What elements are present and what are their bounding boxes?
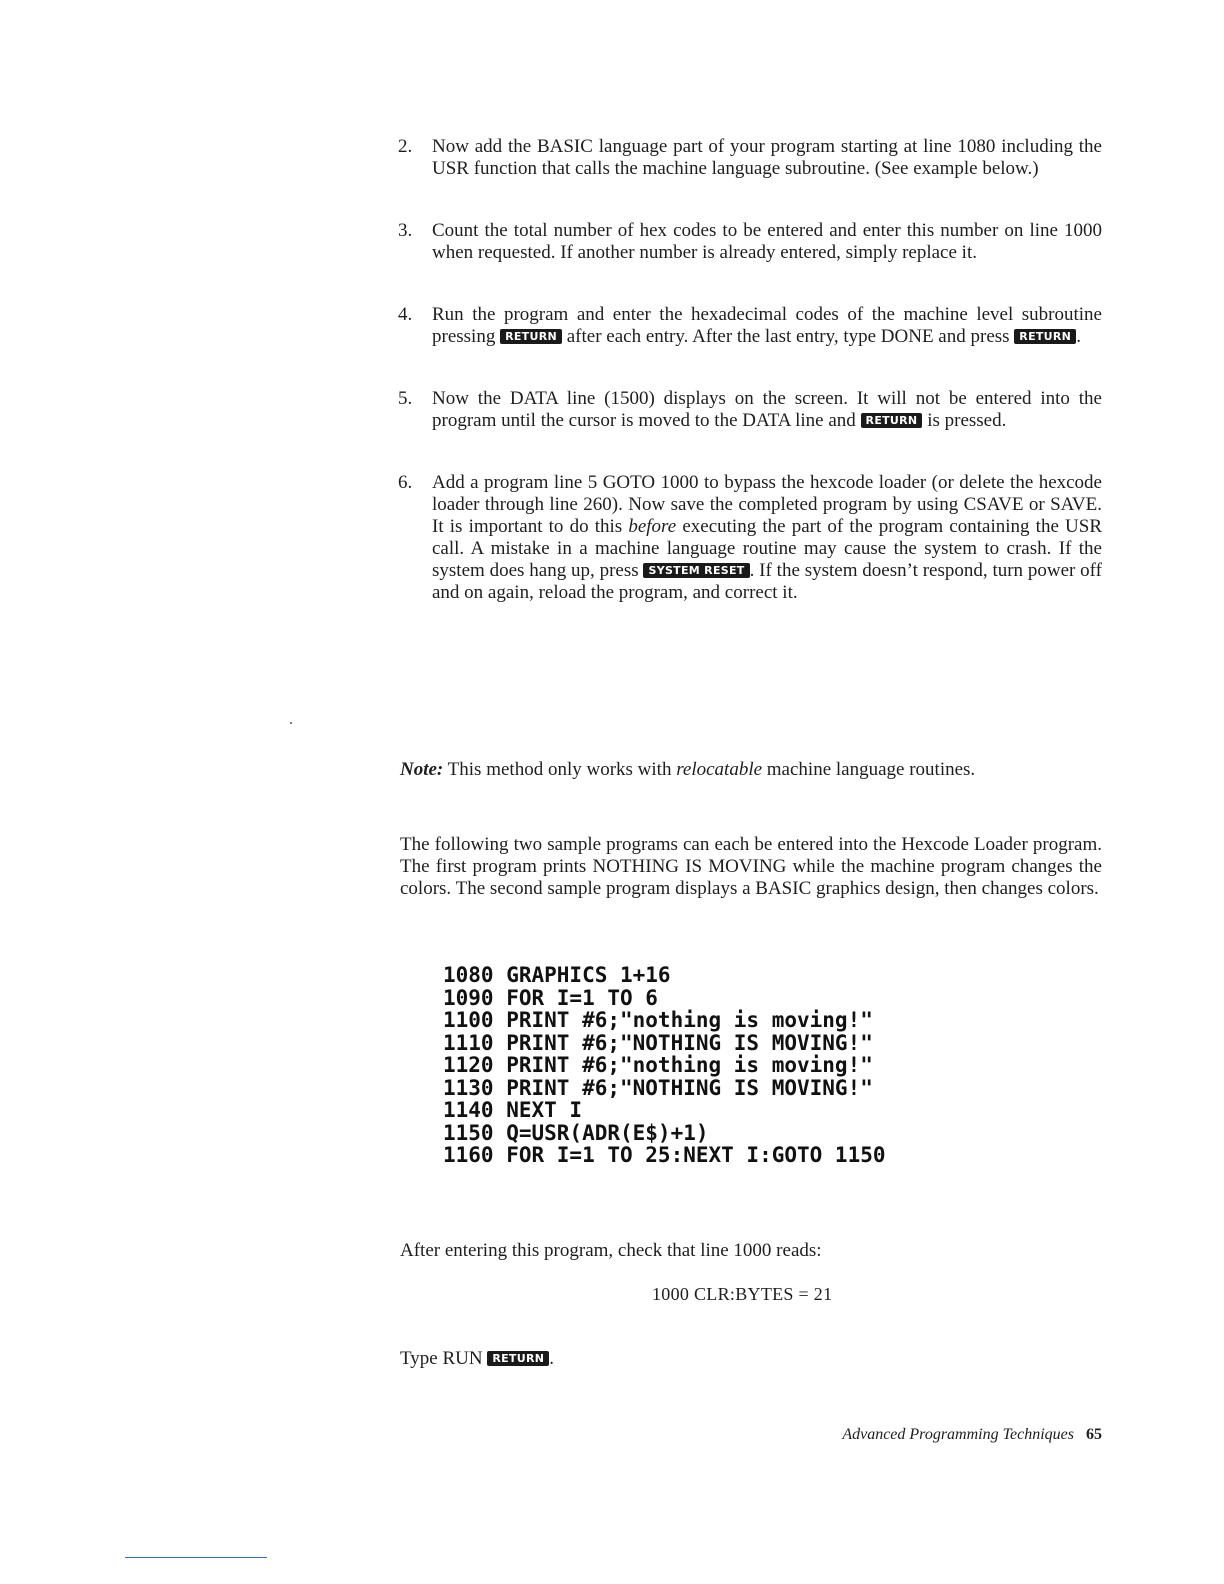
line-1000-readout: 1000 CLR:BYTES = 21	[652, 1284, 833, 1304]
system-reset-key-label: SYSTEM RESET	[643, 563, 749, 578]
step-4	[398, 304, 1102, 348]
code-line: 1130 PRINT #6;"NOTHING IS MOVING!"	[443, 1075, 873, 1100]
step-number: 6.	[398, 472, 413, 493]
step-text: Count the total number of hex codes to be entered and enter this number on line 1000 when requested. If another number is already entered, simply replace it.	[432, 220, 1102, 263]
note-label: Note:	[400, 759, 444, 780]
running-title: Advanced Programming Techniques	[842, 1426, 1074, 1443]
step-text: Now add the BASIC language part of your program starting at line 1080 including the USR function that calls the machine language subroutine. (See example below.)	[432, 136, 1102, 179]
note-paragraph: Note: This method only works with relocatable machine language routines.	[400, 759, 976, 780]
code-line: 1120 PRINT #6;"nothing is moving!"	[443, 1053, 873, 1077]
code-listing	[443, 964, 886, 1167]
instruction-steps	[398, 136, 1102, 644]
code-line: 1110 PRINT #6;"NOTHING IS MOVING!"	[443, 1030, 873, 1055]
code-line: 1100 PRINT #6;"nothing is moving!"	[443, 1008, 873, 1032]
step-number: 4.	[398, 304, 413, 325]
code-line: 1150 Q=USR(ADR(E$)+1)	[443, 1120, 709, 1145]
bottom-rule	[125, 1557, 267, 1558]
step-6	[398, 472, 1102, 604]
step-text: Run the program and enter the hexadecimal codes of the machine level subroutine pressing RETURN after each entry. After the last entry, type DONE and press RETURN .	[432, 304, 1102, 347]
type-run-instruction: Type RUN RETURN .	[400, 1348, 554, 1369]
step-number: 2.	[398, 136, 413, 157]
page-number: 65	[1086, 1426, 1102, 1443]
step-number: 5.	[398, 388, 413, 409]
step-5	[398, 388, 1102, 432]
return-key-label: RETURN	[487, 1351, 549, 1366]
step-3	[398, 220, 1102, 264]
return-key-label: RETURN	[1014, 329, 1076, 344]
code-line: 1090 FOR I=1 TO 6	[443, 985, 658, 1010]
step-text: Now the DATA line (1500) displays on the screen. It will not be entered into the program until the cursor is moved to the DATA line and RETURN is pressed.	[432, 388, 1102, 431]
return-key-label: RETURN	[861, 413, 923, 428]
emphasis-before: before	[628, 516, 677, 537]
code-line: 1080 GRAPHICS 1+16	[443, 963, 671, 987]
after-entering-text: After entering this program, check that line 1000 reads:	[400, 1240, 822, 1261]
code-line: 1160 FOR I=1 TO 25:NEXT I:GOTO 1150	[443, 1143, 886, 1167]
intro-paragraph: The following two sample programs can each be entered into the Hexcode Loader program. The first program prints NOTHING IS MOVING while the machine program changes the colors. The second sample program displays a BASIC graphics design, then changes colors.	[400, 834, 1102, 899]
note-emphasis: relocatable	[676, 759, 763, 780]
step-number: 3.	[398, 220, 413, 241]
return-key-label: RETURN	[500, 329, 562, 344]
step-text: Add a program line 5 GOTO 1000 to bypass the hexcode loader (or delete the hexcode loader through line 260). Now save the completed program by using CSAVE or SAVE. It is important to do this before executing the part of the program containing the USR call. A mistake in a machine language routine may cause the system to crash. If the system does hang up, press SYSTEM RESET . If the system doesn’t respond, turn power off and on again, reload the program, and correct it.	[432, 472, 1103, 603]
scan-speck	[290, 722, 292, 724]
page-footer	[842, 1424, 1102, 1446]
step-2	[398, 136, 1102, 180]
code-line: 1140 NEXT I	[443, 1098, 583, 1122]
